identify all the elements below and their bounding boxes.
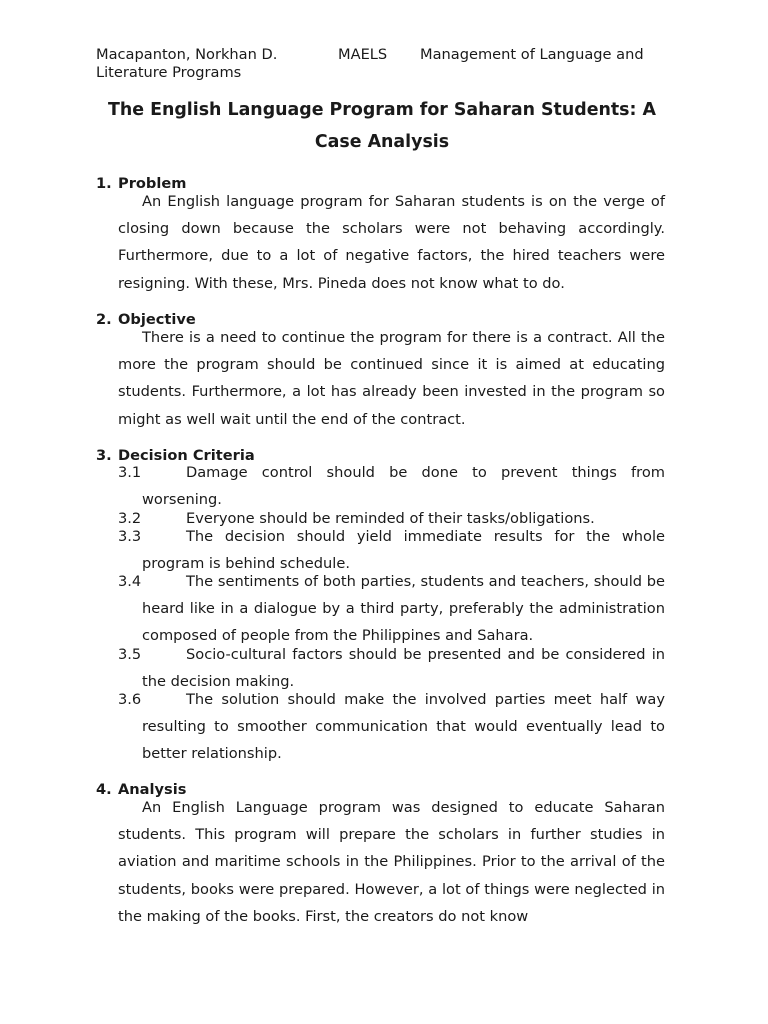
- criteria-text: The sentiments of both parties, students and teachers, should be heard like in a dialogue by a third party, preferably the administration composed of people from the Philippines and Sahara.: [142, 573, 665, 645]
- section-number: 2.: [96, 311, 112, 328]
- author-name: Macapanton, Norkhan D.: [96, 46, 278, 63]
- section-number: 4.: [96, 781, 112, 798]
- section-title: Decision Criteria: [118, 447, 255, 464]
- criteria-text: Damage control should be done to prevent things from worsening.: [142, 464, 665, 509]
- section-title: Problem: [118, 175, 187, 192]
- criteria-text: Everyone should be reminded of their tasks/obligations.: [186, 510, 595, 527]
- document-header: [96, 46, 676, 82]
- criteria-item: [118, 686, 665, 768]
- program-code: MAELS: [338, 46, 388, 63]
- analysis-paragraph: An English Language program was designed to educate Saharan students. This program will prepare the scholars in further studies in aviation and maritime schools in the Philippines. Prior to the arrival of the students, books were prepared. However, a lot of things were neglected in the making of the books. First, the creators do not know: [118, 799, 665, 925]
- criteria-text: Socio-cultural factors should be presented and be considered in the decision making.: [142, 646, 665, 691]
- section-number: 3.: [96, 447, 112, 464]
- problem-paragraph: An English language program for Saharan students is on the verge of closing down because the scholars were not behaving accordingly. Furthermore, due to a lot of negative factors, the hired teachers were resigning. With these, Mrs. Pineda does not know what to do.: [118, 193, 665, 292]
- course-name: Management of Language and Literature Programs: [96, 46, 644, 81]
- criteria-text: The solution should make the involved parties meet half way resulting to smoother communication that would eventually lead to better relationship.: [142, 691, 665, 763]
- criteria-item: [118, 568, 665, 650]
- section-number: 1.: [96, 175, 112, 192]
- criteria-number: 3.4: [118, 573, 142, 590]
- criteria-number: 3.2: [118, 510, 142, 527]
- criteria-item: [118, 459, 665, 513]
- objective-paragraph: There is a need to continue the program for there is a contract. All the more the program should be continued since it is aimed at educating students. Furthermore, a lot has already been invested in the program so might as well wait until the end of the contract.: [118, 329, 665, 428]
- document-title: The English Language Program for Saharan Students: A Case Analysis: [107, 100, 657, 152]
- criteria-number: 3.1: [118, 464, 142, 481]
- section-title: Analysis: [118, 781, 187, 798]
- criteria-number: 3.6: [118, 691, 142, 708]
- section-title: Objective: [118, 311, 196, 328]
- criteria-text: The decision should yield immediate results for the whole program is behind schedule.: [142, 528, 665, 573]
- criteria-number: 3.3: [118, 528, 142, 545]
- criteria-number: 3.5: [118, 646, 142, 663]
